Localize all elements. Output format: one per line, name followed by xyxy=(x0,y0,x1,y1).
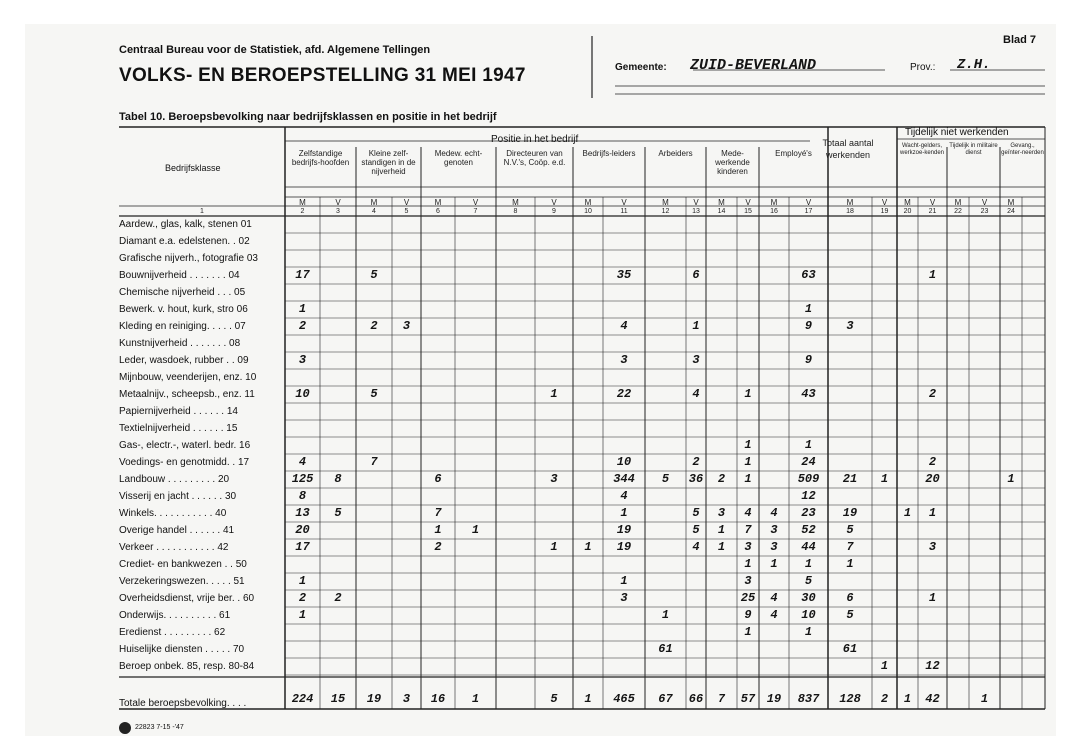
row-label: Overige handel . . . . . . 41 xyxy=(119,525,235,536)
row-label: Aardew., glas, kalk, stenen 01 xyxy=(119,219,252,230)
row-label: Verkeer . . . . . . . . . . . 42 xyxy=(119,542,229,553)
row-label: Beroep onbek. 85, resp. 80-84 xyxy=(119,661,255,672)
column-number: 7 xyxy=(473,208,478,215)
column-number: 12 xyxy=(661,208,670,215)
row-label: Leder, wasdoek, rubber . . 09 xyxy=(119,355,249,366)
cell-value: 7 xyxy=(370,455,378,469)
row-label: Kleding en reiniging. . . . . 07 xyxy=(119,321,246,332)
cell-value: 4 xyxy=(692,540,700,554)
cell-value: 20 xyxy=(925,472,940,486)
cell-value: 5 xyxy=(692,506,700,520)
cell-value: 3 xyxy=(846,319,854,333)
cell-value: 1 xyxy=(928,591,937,605)
cell-value: 30 xyxy=(801,591,816,605)
total-value: 3 xyxy=(402,692,411,706)
cell-value: 1 xyxy=(804,625,813,639)
cell-value: 5 xyxy=(370,268,378,282)
cell-value: 1 xyxy=(550,540,558,554)
total-value: 2 xyxy=(880,692,889,706)
gemeente-label: Gemeente: xyxy=(615,62,667,73)
cell-value: 5 xyxy=(334,506,342,520)
cell-value: 4 xyxy=(770,591,778,605)
cell-value: 6 xyxy=(846,591,854,605)
sex-label: V xyxy=(881,198,888,207)
column-number: 23 xyxy=(980,208,989,215)
cell-value: 4 xyxy=(770,506,778,520)
row-label: Chemische nijverheid . . . 05 xyxy=(119,287,246,298)
column-number: 15 xyxy=(744,208,752,215)
cell-value: 3 xyxy=(550,472,558,486)
sex-label: M xyxy=(434,198,442,207)
cell-value: 1 xyxy=(550,387,558,401)
sex-label: M xyxy=(718,198,725,207)
row-label: Bouwnijverheid . . . . . . . 04 xyxy=(119,270,240,281)
cell-value: 1 xyxy=(804,438,813,452)
cell-value: 1 xyxy=(880,472,889,486)
column-number: 24 xyxy=(1007,208,1015,215)
row-label: Crediet- en bankwezen . . 50 xyxy=(119,559,247,570)
totals-label: Totale beroepsbevolking. . . . xyxy=(119,698,247,709)
sheet-number: Blad 7 xyxy=(1003,34,1037,46)
row-label: Gas-, electr.-, waterl. bedr. 16 xyxy=(119,440,251,451)
sex-label: V xyxy=(335,198,341,207)
cell-value: 1 xyxy=(661,608,670,622)
cell-value: 10 xyxy=(295,387,310,401)
cell-value: 2 xyxy=(692,455,700,469)
cell-value: 12 xyxy=(925,659,940,673)
cell-value: 10 xyxy=(616,455,632,469)
cell-value: 5 xyxy=(804,574,813,588)
column-number: 16 xyxy=(770,208,778,215)
row-label: Verzekeringswezen. . . . . 51 xyxy=(119,576,245,587)
cell-value: 17 xyxy=(295,540,310,554)
totaal-header: Totaal aantal werkenden xyxy=(822,138,874,160)
cell-value: 1 xyxy=(717,523,726,537)
cell-value: 1 xyxy=(804,557,813,571)
cell-value: 1 xyxy=(744,472,752,486)
sex-label: V xyxy=(745,198,751,207)
sex-label: M xyxy=(299,198,306,207)
cell-value: 36 xyxy=(688,472,704,486)
cell-value: 4 xyxy=(692,387,700,401)
column-number: 13 xyxy=(692,208,700,215)
cell-value: 8 xyxy=(334,472,342,486)
sex-label: M xyxy=(662,198,669,207)
gemeente-value: ZUID-BEVERLAND xyxy=(690,57,817,74)
cell-value: 43 xyxy=(801,387,816,401)
group-header: Bedrijfs-leiders xyxy=(582,149,636,158)
row-label: Winkels. . . . . . . . . . . 40 xyxy=(119,508,227,519)
stamp-icon xyxy=(119,722,131,734)
row-label: Visserij en jacht . . . . . . 30 xyxy=(119,491,237,502)
row-label: Kunstnijverheid . . . . . . . 08 xyxy=(119,338,241,349)
cell-value: 12 xyxy=(801,489,816,503)
total-value: 1 xyxy=(903,692,912,706)
cell-value: 1 xyxy=(434,523,442,537)
total-value: 57 xyxy=(740,692,756,706)
column-number: 8 xyxy=(513,208,518,215)
total-value: 1 xyxy=(471,692,480,706)
sex-label: V xyxy=(981,198,988,207)
column-number: 14 xyxy=(717,208,726,215)
sex-label: V xyxy=(551,198,557,207)
sex-label: M xyxy=(370,198,378,207)
total-value: 19 xyxy=(766,692,782,706)
cell-value: 20 xyxy=(295,523,310,537)
row-label: Huiselijke diensten . . . . . 70 xyxy=(119,644,245,655)
row-label: Diamant e.a. edelstenen. . 02 xyxy=(119,236,250,247)
column-number: 5 xyxy=(404,208,409,215)
cell-value: 1 xyxy=(620,506,628,520)
cell-value: 7 xyxy=(846,540,854,554)
group-header: Employé's xyxy=(775,149,812,158)
total-value: 1 xyxy=(980,692,989,706)
column-number: 17 xyxy=(804,208,813,215)
sex-label: V xyxy=(472,198,479,207)
sex-label: M xyxy=(904,198,911,207)
column-number: 9 xyxy=(552,208,556,215)
column-number: 3 xyxy=(336,208,340,215)
print-code: 22823 7-15 -'47 xyxy=(135,724,184,731)
group-header: Zelfstandige bedrijfs-hoofden xyxy=(291,149,350,167)
cell-value: 10 xyxy=(801,608,816,622)
row-label: Eredienst . . . . . . . . . 62 xyxy=(119,627,226,638)
cell-value: 1 xyxy=(744,387,752,401)
cell-value: 61 xyxy=(842,642,858,656)
cell-value: 24 xyxy=(801,455,816,469)
cell-value: 5 xyxy=(692,523,700,537)
row-label: Papiernijverheid . . . . . . 14 xyxy=(119,406,238,417)
group-header: Tijdelijk in militaire dienst xyxy=(949,143,998,156)
column-number: 11 xyxy=(620,208,628,215)
cell-value: 2 xyxy=(928,387,937,401)
cell-value: 2 xyxy=(298,319,307,333)
cell-value: 3 xyxy=(620,353,628,367)
cell-value: 21 xyxy=(842,472,858,486)
column-number: 10 xyxy=(584,208,592,215)
column-number: 20 xyxy=(903,208,912,215)
group-header: Medew. echt-genoten xyxy=(434,149,483,167)
cell-value: 1 xyxy=(1007,472,1015,486)
sex-label: M xyxy=(512,198,519,207)
total-value: 465 xyxy=(613,692,635,706)
group-header: Arbeiders xyxy=(658,149,693,158)
row-label: Overheidsdienst, vrije ber. . 60 xyxy=(119,593,255,604)
cell-value: 1 xyxy=(298,574,307,588)
column-number: 18 xyxy=(846,208,854,215)
cell-value: 6 xyxy=(692,268,700,282)
row-label: Landbouw . . . . . . . . . 20 xyxy=(119,474,230,485)
cell-value: 8 xyxy=(298,489,307,503)
bureau-line: Centraal Bureau voor de Statistiek, afd. Algemene Tellingen xyxy=(119,44,431,56)
cell-value: 4 xyxy=(620,319,628,333)
cell-value: 1 xyxy=(928,506,937,520)
cell-value: 1 xyxy=(692,319,700,333)
prov-label: Prov.: xyxy=(910,62,936,73)
cell-value: 1 xyxy=(471,523,480,537)
cell-value: 3 xyxy=(744,540,752,554)
total-value: 837 xyxy=(797,692,820,706)
cell-value: 19 xyxy=(616,540,632,554)
sex-label: M xyxy=(954,198,962,207)
cell-value: 509 xyxy=(797,472,820,486)
cell-value: 344 xyxy=(613,472,635,486)
row-label: Onderwijs. . . . . . . . . . 61 xyxy=(119,610,231,621)
cell-value: 1 xyxy=(298,302,307,316)
total-value: 1 xyxy=(584,692,592,706)
sex-label: M xyxy=(584,198,592,207)
cell-value: 13 xyxy=(295,506,310,520)
cell-value: 44 xyxy=(801,540,816,554)
sex-label: M xyxy=(846,198,854,207)
cell-value: 4 xyxy=(298,455,307,469)
cell-value: 25 xyxy=(740,591,756,605)
tijdelijk-header: Tijdelijk niet werkenden xyxy=(905,127,1009,138)
cell-value: 1 xyxy=(298,608,307,622)
cell-value: 1 xyxy=(744,625,752,639)
census-form xyxy=(25,24,1056,736)
cell-value: 1 xyxy=(928,268,937,282)
cell-value: 19 xyxy=(616,523,632,537)
cell-value: 3 xyxy=(620,591,628,605)
cell-value: 63 xyxy=(801,268,816,282)
total-value: 42 xyxy=(925,692,940,706)
cell-value: 2 xyxy=(717,472,726,486)
cell-value: 3 xyxy=(744,574,752,588)
cell-value: 3 xyxy=(770,523,778,537)
total-value: 16 xyxy=(430,692,446,706)
sex-label: M xyxy=(770,198,778,207)
row-label: Mijnbouw, veenderijen, enz. 10 xyxy=(119,372,257,383)
row-label: Grafische nijverh., fotografie 03 xyxy=(119,253,258,264)
cell-value: 5 xyxy=(661,472,670,486)
total-value: 128 xyxy=(839,692,861,706)
sex-label: V xyxy=(621,198,627,207)
column-number: 6 xyxy=(436,208,440,215)
total-value: 7 xyxy=(717,692,726,706)
cell-value: 52 xyxy=(801,523,816,537)
cell-value: 3 xyxy=(692,353,700,367)
cell-value: 3 xyxy=(298,353,307,367)
column-number: 22 xyxy=(954,208,962,215)
row-label: Textielnijverheid . . . . . . 15 xyxy=(119,423,238,434)
form-title: VOLKS- EN BEROEPSTELLING 31 MEI 1947 xyxy=(119,65,526,86)
cell-value: 9 xyxy=(804,353,813,367)
cell-value: 3 xyxy=(717,506,726,520)
group-header: Mede-werkende kinderen xyxy=(715,149,750,176)
cell-value: 2 xyxy=(370,319,378,333)
group-header: Gevang., geïnter-neerden xyxy=(1001,143,1044,156)
cell-value: 1 xyxy=(584,540,592,554)
cell-value: 4 xyxy=(620,489,628,503)
sex-label: V xyxy=(929,198,936,207)
cell-value: 22 xyxy=(616,387,632,401)
cell-value: 9 xyxy=(744,608,752,622)
group-header: Directeuren van N.V.'s, Coöp. e.d. xyxy=(503,149,566,167)
group-header: Kleine zelf-standigen in de nijverheid xyxy=(361,149,416,176)
cell-value: 5 xyxy=(370,387,378,401)
cell-value: 3 xyxy=(928,540,937,554)
cell-value: 2 xyxy=(434,540,442,554)
cell-value: 23 xyxy=(801,506,816,520)
cell-value: 1 xyxy=(804,302,813,316)
column-number: 19 xyxy=(880,208,889,215)
group-header: Wacht-gelders, werkzoe-kenden xyxy=(899,143,945,156)
cell-value: 1 xyxy=(717,540,726,554)
row-label: Metaalnijv., scheepsb., enz. 11 xyxy=(119,389,255,400)
row-label: Bewerk. v. hout, kurk, stro 06 xyxy=(119,304,248,315)
cell-value: 1 xyxy=(770,557,778,571)
cell-value: 17 xyxy=(295,268,310,282)
cell-value: 1 xyxy=(744,455,752,469)
column-number: 4 xyxy=(372,208,376,215)
positie-header: Positie in het bedrijf xyxy=(491,134,579,145)
column-number: 2 xyxy=(300,208,305,215)
cell-value: 1 xyxy=(744,557,752,571)
cell-value: 1 xyxy=(880,659,889,673)
cell-value: 4 xyxy=(770,608,778,622)
sex-label: M xyxy=(1007,198,1015,207)
cell-value: 19 xyxy=(842,506,858,520)
column-number: 1 xyxy=(200,208,204,215)
sex-label: V xyxy=(805,198,812,207)
cell-value: 1 xyxy=(903,506,912,520)
cell-value: 3 xyxy=(770,540,778,554)
sex-label: V xyxy=(403,198,410,207)
cell-value: 7 xyxy=(434,506,442,520)
cell-value: 1 xyxy=(620,574,628,588)
total-value: 19 xyxy=(366,692,382,706)
cell-value: 125 xyxy=(291,472,314,486)
total-value: 5 xyxy=(550,692,558,706)
cell-value: 1 xyxy=(846,557,854,571)
cell-value: 2 xyxy=(334,591,342,605)
total-value: 224 xyxy=(291,692,314,706)
total-value: 15 xyxy=(330,692,346,706)
prov-value: Z.H. xyxy=(957,57,991,73)
cell-value: 6 xyxy=(434,472,442,486)
sex-label: V xyxy=(693,198,699,207)
cell-value: 4 xyxy=(744,506,752,520)
cell-value: 2 xyxy=(298,591,307,605)
cell-value: 1 xyxy=(744,438,752,452)
cell-value: 9 xyxy=(804,319,813,333)
cell-value: 61 xyxy=(658,642,673,656)
cell-value: 5 xyxy=(846,608,854,622)
table-title: Tabel 10. Beroepsbevolking naar bedrijfsklassen en positie in het bedrijf xyxy=(119,111,497,123)
total-value: 66 xyxy=(688,692,704,706)
cell-value: 3 xyxy=(402,319,411,333)
row-label: Voedings- en genotmidd. . 17 xyxy=(119,457,250,468)
bedrijfsklasse-header: Bedrijfsklasse xyxy=(165,163,221,173)
column-number: 21 xyxy=(928,208,937,215)
cell-value: 5 xyxy=(846,523,854,537)
cell-value: 35 xyxy=(616,268,632,282)
total-value: 67 xyxy=(658,692,673,706)
cell-value: 2 xyxy=(928,455,937,469)
cell-value: 7 xyxy=(744,523,752,537)
